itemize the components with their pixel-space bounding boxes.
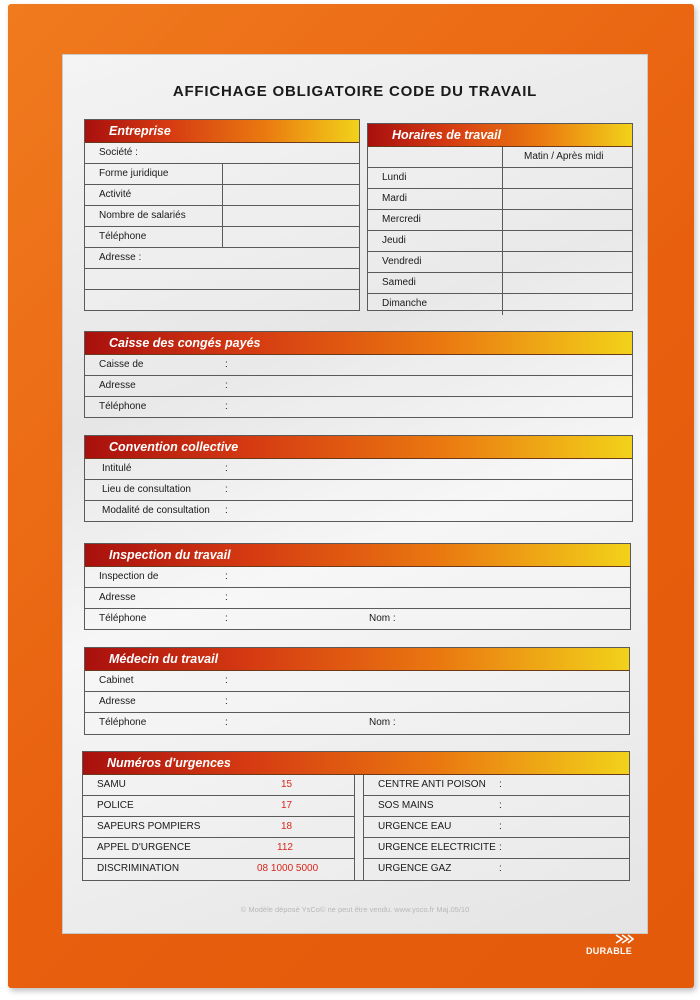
emergency-row: SAPEURS POMPIERS 18	[83, 817, 354, 838]
nom-label: Nom :	[369, 717, 396, 728]
day-row[interactable]: Jeudi	[368, 231, 632, 252]
form-row-blank[interactable]	[85, 290, 359, 311]
nom-label: Nom :	[369, 613, 396, 624]
form-row[interactable]: Nombre de salariés	[85, 206, 359, 227]
form-row[interactable]: Téléphone :	[99, 401, 228, 412]
form-row[interactable]: Inspection de :	[85, 567, 630, 588]
day-row[interactable]: Lundi	[368, 168, 632, 189]
form-row[interactable]: Adresse :	[85, 588, 630, 609]
form-row[interactable]: Adresse :	[85, 248, 359, 269]
emergency-row: POLICE 17	[83, 796, 354, 817]
form-row[interactable]: Adresse :	[85, 692, 629, 713]
copyright-footer: © Modèle déposé YsCo© ne peut être vendu. www.ysco.fr Maj.05/10	[240, 905, 470, 914]
document-sheet	[62, 54, 648, 934]
emergency-row[interactable]: URGENCE EAU :	[364, 817, 629, 838]
brand-logo: DURABLE	[586, 946, 633, 956]
form-row[interactable]: Caisse de :	[85, 355, 632, 376]
section-heading: Entreprise	[85, 120, 359, 143]
form-row[interactable]: Modalité de consultation :	[102, 505, 228, 516]
day-row[interactable]: Dimanche	[368, 294, 632, 315]
urgences-left-list	[83, 775, 355, 880]
section-entreprise	[84, 119, 360, 311]
section-heading: Horaires de travail	[368, 124, 632, 147]
page-title: AFFICHAGE OBLIGATOIRE CODE DU TRAVAIL	[172, 83, 538, 100]
matin-apres-midi-label: Matin / Après midi	[524, 151, 604, 162]
emergency-row[interactable]: URGENCE ELECTRICITE :	[364, 838, 629, 859]
day-row[interactable]: Vendredi	[368, 252, 632, 273]
section-inspection	[84, 543, 631, 630]
form-row[interactable]: Téléphone : Nom :	[85, 713, 629, 734]
form-row[interactable]: Adresse :	[85, 376, 632, 397]
section-heading: Numéros d'urgences	[83, 752, 629, 775]
section-horaires	[367, 123, 633, 311]
section-heading: Médecin du travail	[85, 648, 629, 671]
day-row[interactable]: Mercredi	[368, 210, 632, 231]
emergency-row: APPEL D'URGENCE 112	[83, 838, 354, 859]
form-row[interactable]: Téléphone : Nom :	[85, 609, 630, 630]
form-row[interactable]: Société :	[85, 143, 359, 164]
emergency-row: DISCRIMINATION 08 1000 5000	[97, 863, 319, 874]
form-row[interactable]: Forme juridique	[85, 164, 359, 185]
urgences-right-list	[363, 775, 629, 880]
form-row[interactable]: Activité	[85, 185, 359, 206]
section-heading: Convention collective	[85, 436, 632, 459]
day-row[interactable]: Mardi	[368, 189, 632, 210]
form-row[interactable]: Intitulé :	[85, 459, 632, 480]
durable-logo-icon	[614, 934, 634, 944]
section-heading: Caisse des congés payés	[85, 332, 632, 355]
day-row[interactable]: Samedi	[368, 273, 632, 294]
section-urgences	[82, 751, 630, 881]
emergency-row[interactable]: CENTRE ANTI POISON :	[364, 775, 629, 796]
emergency-row[interactable]: SOS MAINS :	[364, 796, 629, 817]
form-row[interactable]: Lieu de consultation :	[85, 480, 632, 501]
emergency-row[interactable]: URGENCE GAZ :	[378, 863, 502, 874]
section-conges	[84, 331, 633, 418]
section-heading: Inspection du travail	[85, 544, 630, 567]
form-row[interactable]: Téléphone	[85, 227, 359, 248]
horaires-header-row	[368, 147, 632, 168]
section-convention	[84, 435, 633, 522]
form-row[interactable]: Cabinet :	[85, 671, 629, 692]
form-row-blank[interactable]	[85, 269, 359, 290]
section-medecin	[84, 647, 630, 735]
emergency-row: SAMU 15	[83, 775, 354, 796]
